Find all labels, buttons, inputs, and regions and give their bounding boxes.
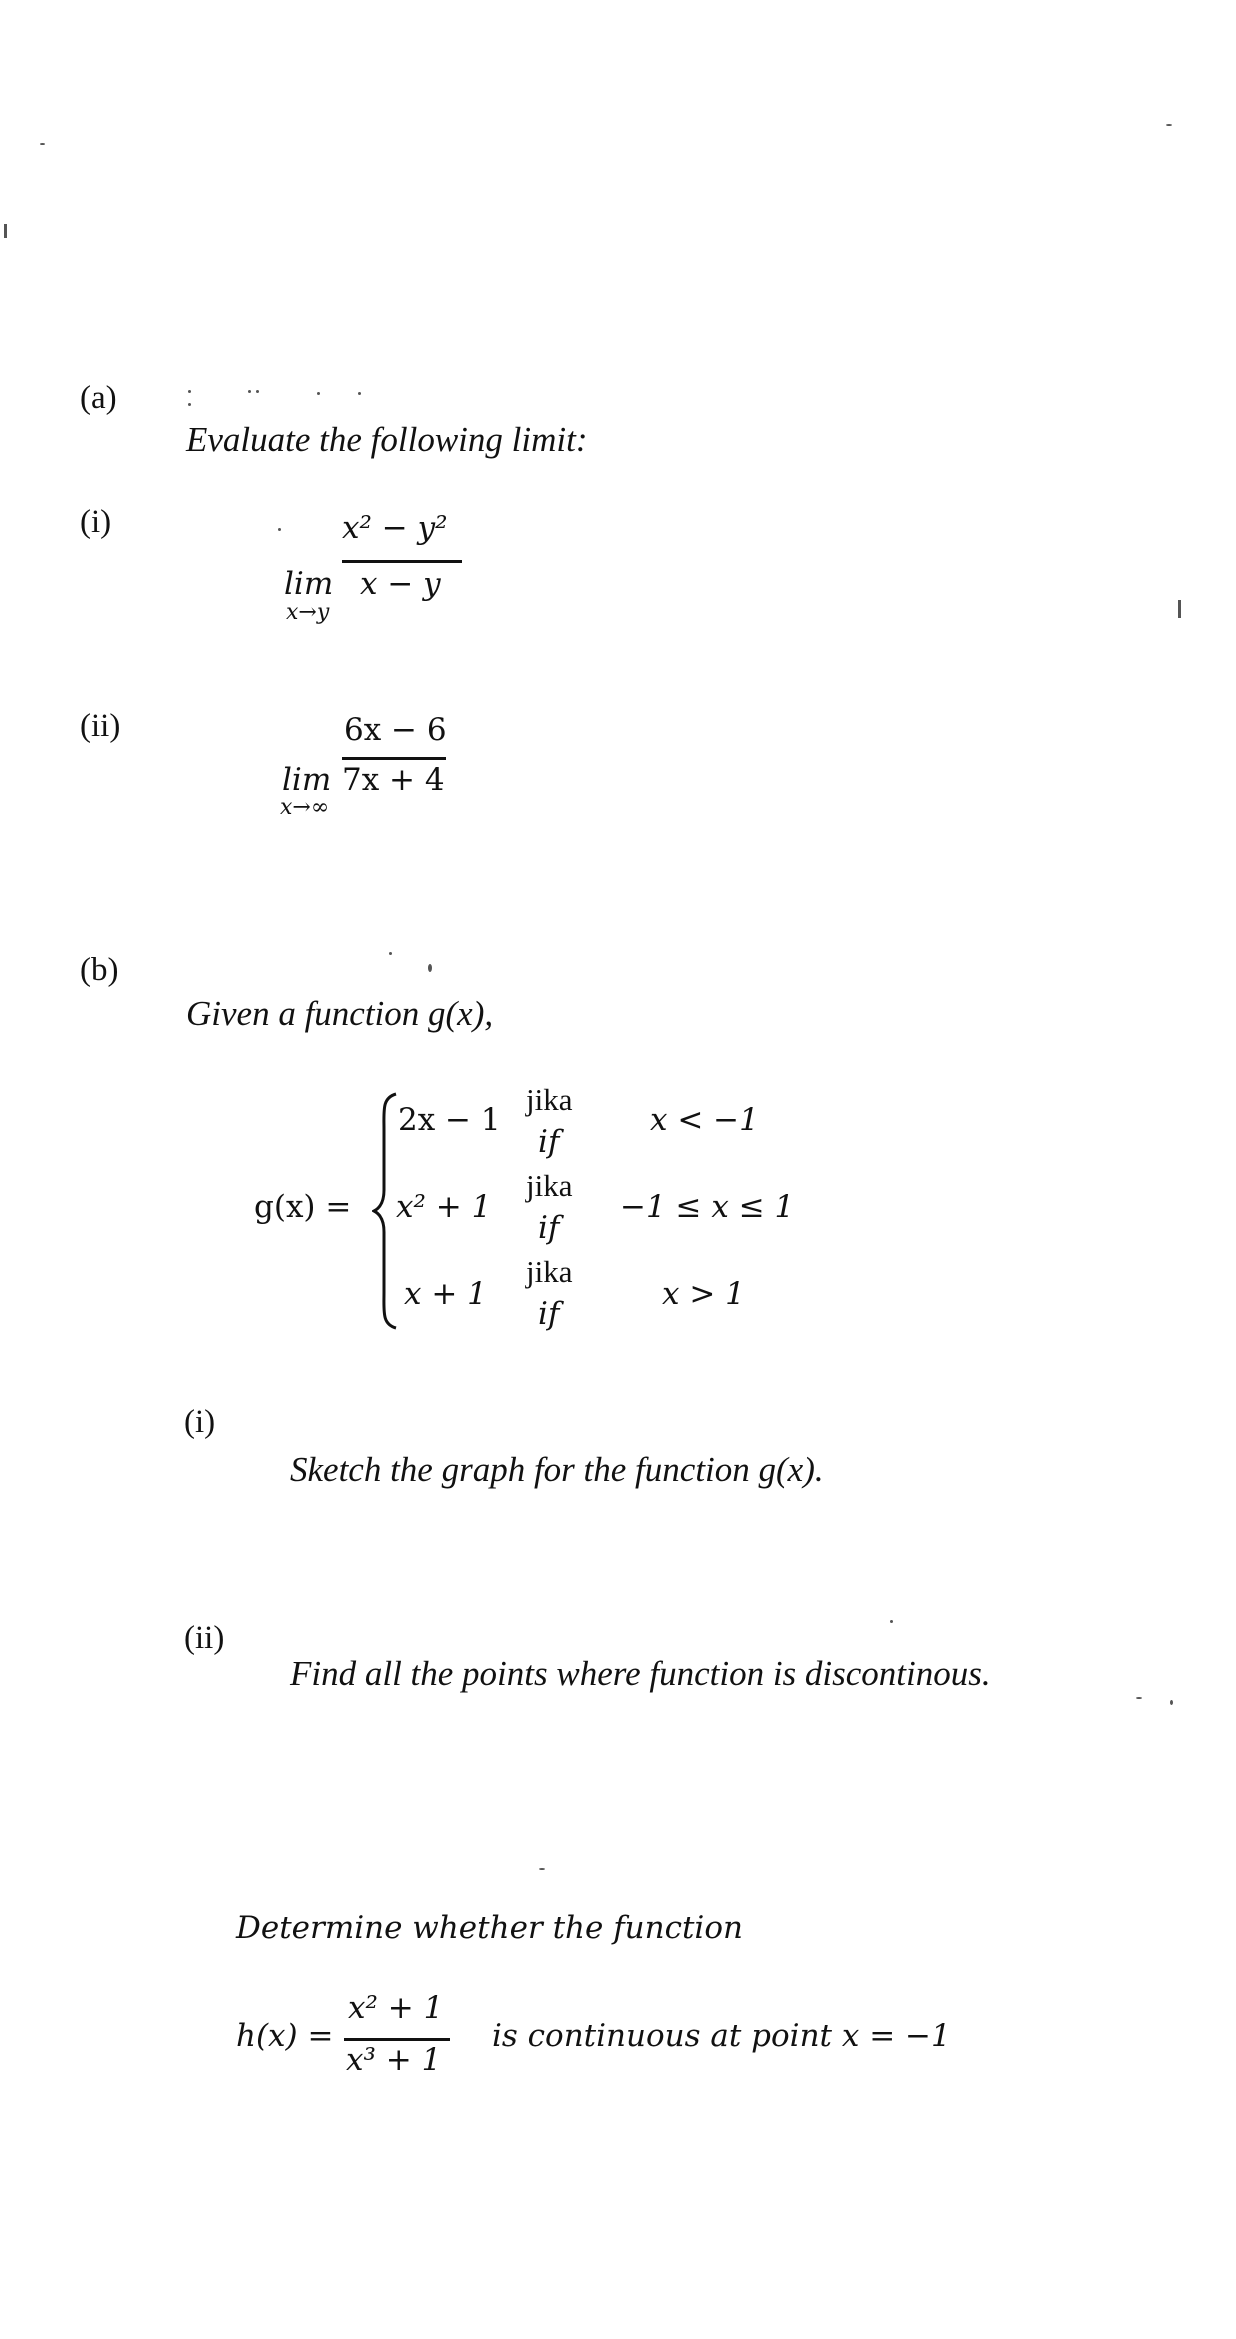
- h-denominator: x³ + 1: [346, 2042, 442, 2078]
- scan-speck: [317, 392, 320, 395]
- case-2-expression: x² + 1: [396, 1189, 492, 1225]
- part-a-i-label: (i): [80, 504, 112, 540]
- case-3-condition: x > 1: [662, 1276, 745, 1312]
- case-2-jika: jika: [526, 1168, 573, 1203]
- case-2-condition: −1 ≤ x ≤ 1: [620, 1189, 795, 1225]
- h-function-name: h(x) =: [236, 2018, 334, 2054]
- part-a-ii-label: (ii): [80, 708, 121, 744]
- g-function-name: g(x) =: [254, 1189, 352, 1225]
- scan-speck: [188, 403, 191, 406]
- case-2-if: if: [538, 1210, 560, 1246]
- scan-speck: [389, 952, 392, 955]
- scan-speck: [1166, 124, 1172, 126]
- scan-speck: [1178, 600, 1181, 618]
- case-1-expression: 2x − 1: [398, 1102, 501, 1138]
- h-numerator: x² + 1: [348, 1990, 444, 2026]
- part-b-ii-text: Find all the points where function is discontinous.: [290, 1654, 991, 1693]
- scan-speck: [358, 392, 361, 395]
- part-b-intro: Given a function g(x),: [186, 994, 494, 1033]
- part-b-ii-label: (ii): [184, 1620, 225, 1656]
- part-b-i-label: (i): [184, 1404, 216, 1440]
- limit-ii-lim: lim: [282, 762, 332, 798]
- scan-speck: [890, 1620, 893, 1623]
- scan-speck: [1136, 1697, 1142, 1699]
- case-1-condition: x < −1: [650, 1102, 759, 1138]
- limit-i-denominator: x − y: [360, 566, 441, 602]
- scan-speck: [256, 390, 259, 393]
- part-a-label: (a): [80, 380, 117, 416]
- case-3-if: if: [538, 1296, 560, 1332]
- limit-ii-fraction-bar: [342, 757, 446, 760]
- limit-i-lim: lim: [284, 566, 334, 602]
- h-fraction-bar: [344, 2038, 450, 2041]
- case-1-if: if: [538, 1124, 560, 1160]
- part-c-tail: is continuous at point x = −1: [492, 2018, 951, 2054]
- part-b-label: (b): [80, 952, 119, 988]
- scan-speck: [248, 390, 251, 393]
- scan-speck: [278, 528, 281, 531]
- limit-ii-numerator: 6x − 6: [344, 712, 447, 748]
- scan-speck: [1170, 1700, 1173, 1705]
- limit-ii-denominator: 7x + 4: [342, 762, 445, 798]
- scan-speck: [188, 390, 191, 393]
- limit-i-fraction-bar: [342, 560, 462, 563]
- limit-i-numerator: x² − y²: [342, 510, 448, 546]
- case-3-jika: jika: [526, 1254, 573, 1289]
- part-a-instruction: Evaluate the following limit:: [186, 420, 588, 459]
- limit-ii-subscript: x→∞: [280, 795, 330, 820]
- case-1-jika: jika: [526, 1082, 573, 1117]
- part-c-intro: Determine whether the function: [236, 1910, 743, 1946]
- scan-speck: [539, 1868, 545, 1870]
- scan-speck: [428, 964, 432, 972]
- scan-speck: [40, 143, 45, 145]
- scan-speck: [4, 224, 7, 238]
- case-3-expression: x + 1: [404, 1276, 487, 1312]
- part-b-i-text: Sketch the graph for the function g(x).: [290, 1450, 824, 1489]
- limit-i-subscript: x→y: [286, 600, 330, 625]
